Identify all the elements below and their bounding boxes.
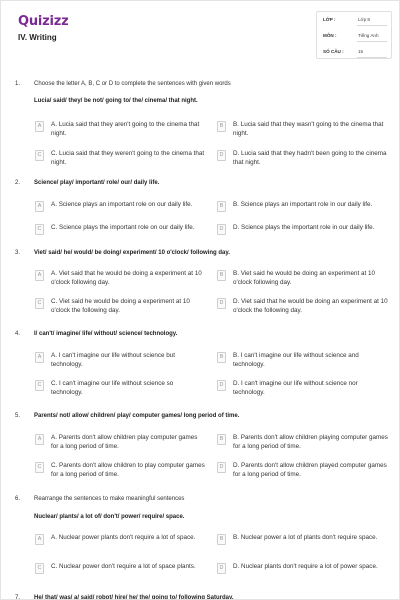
meta-underline (357, 57, 387, 58)
option-letter: D (219, 300, 224, 306)
meta-value: Lớp 8 (358, 17, 370, 22)
option-letter: B (219, 272, 224, 278)
meta-underline (357, 25, 387, 26)
answer-option-c[interactable] (35, 150, 205, 172)
option-letter: D (219, 565, 224, 571)
question-prompt: Lucia/ said/ they/ be not/ going to/ the/ cinema/ that night. (34, 98, 198, 104)
question-number: 6. (15, 496, 21, 502)
meta-info-box (316, 11, 392, 59)
question-prompt: Science/ play/ important/ role/ our/ daily life. (34, 180, 160, 186)
option-text: D. I can't imagine our life without science nor technology. (233, 380, 358, 396)
meta-label: LỚP : (323, 17, 336, 22)
answer-option-d[interactable] (217, 224, 377, 246)
option-text: C. Lucia said that they weren't going to the cinema that night. (51, 150, 205, 166)
option-letter: B (219, 203, 224, 209)
option-text: B. Science plays an important role in our daily life. (233, 201, 373, 208)
answer-option-c[interactable] (35, 380, 195, 402)
answer-option-b[interactable] (217, 352, 377, 374)
answer-option-d[interactable] (217, 150, 387, 172)
quizizz-logo: Quizizz (18, 14, 69, 29)
meta-row-question-count (317, 44, 393, 60)
question-number: 2. (15, 180, 21, 186)
answer-option-c[interactable] (35, 563, 195, 585)
option-text: A. Science plays an important role on our daily life. (51, 201, 193, 208)
question-prompt: Viet/ said/ he/ would/ be doing/ experiment/ 10 o'clock/ following day. (34, 250, 230, 256)
option-text: D. Nuclear plants don't require a lot of power space. (233, 563, 378, 570)
question-prompt: Parents/ not/ allow/ children/ play/ computer games/ long period of time. (34, 413, 240, 419)
question-instruction: Choose the letter A, B, C or D to complete the sentences with given words (34, 81, 231, 87)
option-text: C. Nuclear power don't require a lot of space plants. (51, 563, 196, 570)
option-text: C. Science plays the important role on our daily life. (51, 224, 195, 231)
option-letter: B (219, 436, 224, 442)
meta-label: MÔN : (323, 33, 337, 38)
option-letter: A (37, 272, 42, 278)
option-letter: A (37, 436, 42, 442)
option-letter: D (219, 382, 224, 388)
meta-row-class (317, 12, 393, 28)
meta-value: Tiếng Anh (358, 33, 379, 38)
option-text: B. Viet said he would be doing an experiment at 10 o'clock following day. (233, 270, 376, 286)
question-number: 7. (15, 595, 21, 600)
option-text: A. I can't imagine our life without science but technology. (51, 352, 176, 368)
option-letter: A (37, 354, 42, 360)
option-letter: C (37, 565, 42, 571)
option-text: D. Viet said that he would be doing an experiment at 10 o'clock the following day. (233, 298, 388, 314)
question-number: 3. (15, 250, 21, 256)
option-letter: D (219, 464, 224, 470)
option-text: B. I can't imagine our life without science and technology. (233, 352, 359, 368)
option-text: C. I can't imagine our life without science so technology. (51, 380, 174, 396)
answer-option-a[interactable] (35, 201, 195, 223)
option-letter: A (37, 203, 42, 209)
worksheet-header (1, 1, 400, 73)
option-letter: B (219, 123, 224, 129)
question-prompt: I/ can't/ imagine/ life/ without/ science/ technology. (34, 331, 178, 337)
answer-option-d[interactable] (217, 563, 377, 585)
option-letter: C (37, 152, 42, 158)
answer-option-a[interactable] (35, 434, 198, 456)
option-text: C. Viet said he would be doing a experiment at 10 o'clock the following day. (51, 298, 190, 314)
question-prompt: Nuclear/ plants/ a lot of/ don't/ power/ require/ space. (34, 514, 185, 520)
question-number: 4. (15, 331, 21, 337)
question-instruction: Rearrange the sentences to make meaningful sentences (34, 496, 185, 502)
answer-option-d[interactable] (217, 462, 387, 484)
meta-underline (357, 41, 387, 42)
meta-label: SỐ CÂU : (323, 49, 344, 54)
option-text: B. Parents don't allow children playing computer games for a long period of time. (233, 434, 388, 450)
option-letter: B (219, 354, 224, 360)
option-letter: C (37, 382, 42, 388)
question-prompt: He/ that/ was/ a/ said/ robot/ hire/ he/ the/ going to/ following Saturday. (34, 595, 234, 600)
answer-option-a[interactable] (35, 534, 195, 556)
answer-option-d[interactable] (217, 380, 377, 402)
option-text: B. Lucia said that they wasn't going to the cinema that night. (233, 121, 384, 137)
option-text: D. Science plays the important role in our daily life. (233, 224, 375, 231)
answer-option-c[interactable] (35, 298, 195, 320)
option-letter: C (37, 300, 42, 306)
answer-option-b[interactable] (217, 270, 377, 292)
option-text: D. Parents don't allow children played computer games for a long period of time. (233, 462, 387, 478)
answer-option-b[interactable] (217, 534, 377, 556)
option-letter: D (219, 152, 224, 158)
option-letter: A (37, 536, 42, 542)
option-letter: A (37, 123, 42, 129)
answer-option-b[interactable] (217, 434, 388, 456)
option-letter: B (219, 536, 224, 542)
answer-option-c[interactable] (35, 462, 205, 484)
answer-option-a[interactable] (35, 270, 202, 292)
answer-option-a[interactable] (35, 121, 200, 143)
question-number: 5. (15, 413, 21, 419)
meta-row-subject (317, 28, 393, 44)
answer-option-b[interactable] (217, 121, 384, 143)
option-text: A. Nuclear power plants don't require a lot of space. (51, 534, 196, 541)
option-letter: C (37, 226, 42, 232)
option-text: B. Nuclear power a lot of plants don't require space. (233, 534, 378, 541)
option-text: A. Viet said that he would be doing a experiment at 10 o'clock following day. (51, 270, 202, 286)
option-letter: D (219, 226, 224, 232)
option-text: A. Parents don't allow children play computer games for a long period of time. (51, 434, 198, 450)
option-text: C. Parents don't allow children to play computer games for a long period of time. (51, 462, 205, 478)
option-text: D. Lucia said that they hadn't been going to the cinema that night. (233, 150, 387, 166)
answer-option-c[interactable] (35, 224, 195, 246)
question-number: 1. (15, 81, 21, 87)
option-letter: C (37, 464, 42, 470)
answer-option-a[interactable] (35, 352, 195, 374)
option-text: A. Lucia said that they aren't going to the cinema that night. (51, 121, 200, 137)
answer-option-d[interactable] (217, 298, 388, 320)
answer-option-b[interactable] (217, 201, 377, 223)
worksheet-title: IV. Writing (18, 33, 57, 42)
meta-value: 15 (358, 49, 364, 54)
